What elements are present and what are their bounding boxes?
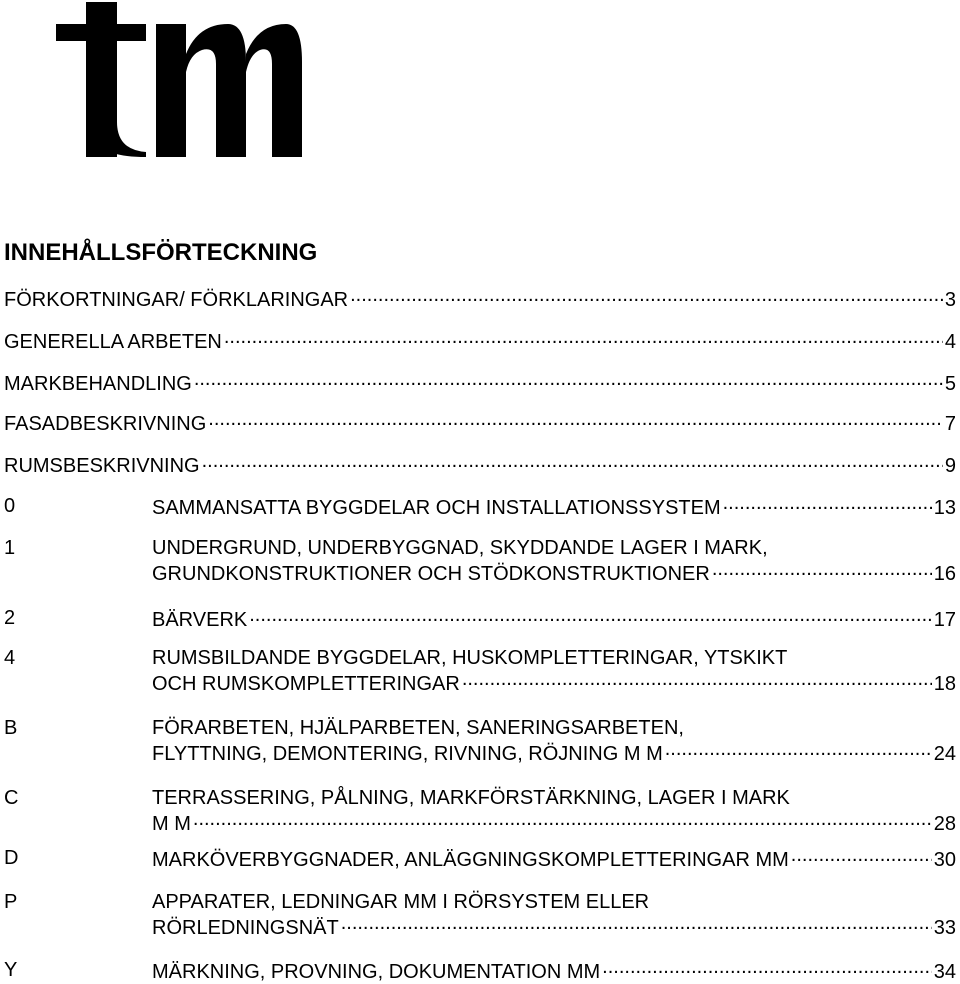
toc-entry-title: FASADBESKRIVNING (4, 413, 207, 435)
toc-entry-page: 3 (944, 289, 956, 311)
toc-title: INNEHÅLLSFÖRTECKNING (4, 239, 318, 266)
toc-entry-body (152, 494, 956, 518)
dot-leader (224, 328, 943, 348)
toc-entry-title: FLYTTNING, DEMONTERING, RIVNING, RÖJNING M M (152, 743, 663, 765)
toc-entry-line (152, 890, 956, 914)
toc-entry-number: Y (4, 959, 18, 981)
dot-leader (208, 410, 943, 430)
toc-entry-line (152, 560, 956, 584)
toc-entry-title: MARKÖVERBYGGNADER, ANLÄGGNINGSKOMPLETTERINGAR MM (152, 849, 789, 871)
toc-entry-body (152, 716, 956, 764)
toc-entry-body (4, 286, 956, 310)
toc-entry-title: MARKBEHANDLING (4, 373, 192, 395)
dot-leader (341, 914, 932, 934)
toc-entry-number: 0 (4, 495, 16, 517)
toc-entry-page: 30 (933, 849, 956, 871)
toc-entry-title: M M (152, 813, 191, 835)
toc-entry-number: C (4, 787, 19, 809)
toc-entry-line (152, 670, 956, 694)
toc-entry-title: FÖRKORTNINGAR/ FÖRKLARINGAR (4, 289, 349, 311)
toc-entry-page: 7 (944, 413, 956, 435)
toc-entry-page: 24 (933, 743, 956, 765)
toc-entry-body (152, 536, 956, 584)
toc-entry-line (152, 606, 956, 630)
dot-leader (712, 560, 932, 580)
toc-entry-page: 33 (933, 917, 956, 939)
toc-entry-line (152, 716, 956, 740)
dot-leader (193, 810, 932, 830)
dot-leader (249, 606, 932, 626)
toc-entry-number: 4 (4, 647, 16, 669)
toc-entry-title: RÖRLEDNINGSNÄT (152, 917, 339, 939)
toc-entry-line (152, 536, 956, 560)
toc-entry-line (4, 410, 956, 434)
dot-leader (665, 740, 932, 760)
toc-entry-page: 18 (933, 673, 956, 695)
dot-leader (462, 670, 932, 690)
toc-entry-line (152, 958, 956, 982)
toc-entry-page: 9 (944, 455, 956, 477)
toc-entry-title: TERRASSERING, PÅLNING, MARKFÖRSTÄRKNING, LAGER I MARK (152, 787, 790, 809)
toc-entry-body (152, 846, 956, 870)
toc-entry-page: 28 (933, 813, 956, 835)
toc-entry-page: 17 (933, 609, 956, 631)
toc-entry-line (4, 452, 956, 476)
toc-entry-title: RUMSBILDANDE BYGGDELAR, HUSKOMPLETTERINGAR, YTSKIKT (152, 647, 788, 669)
dot-leader (350, 286, 943, 306)
toc-entry-title: GRUNDKONSTRUKTIONER OCH STÖDKONSTRUKTIONER (152, 563, 710, 585)
toc-entry-title: RUMSBESKRIVNING (4, 455, 200, 477)
toc-entry-line (4, 328, 956, 352)
toc-entry-line (152, 846, 956, 870)
toc-entry-line (152, 914, 956, 938)
toc-entry-line (152, 646, 956, 670)
toc-entry-page: 34 (933, 961, 956, 983)
toc-entry-body (152, 958, 956, 982)
dot-leader (791, 846, 932, 866)
toc-entry-body (4, 370, 956, 394)
toc-entry-line (4, 370, 956, 394)
toc-entry-title: BÄRVERK (152, 609, 248, 631)
toc-entry-number: P (4, 891, 18, 913)
toc-entry-body (4, 410, 956, 434)
toc-entry-title: OCH RUMSKOMPLETTERINGAR (152, 673, 460, 695)
dot-leader (202, 452, 943, 472)
toc-entry-page: 13 (933, 497, 956, 519)
toc-entry-body (4, 452, 956, 476)
dot-leader (723, 494, 932, 514)
toc-entry-number: B (4, 717, 18, 739)
toc-entry-body (152, 606, 956, 630)
toc-entry-body (152, 646, 956, 694)
toc-entry-title: GENERELLA ARBETEN (4, 331, 222, 353)
toc-entry-body (152, 786, 956, 834)
toc-entry-page: 5 (944, 373, 956, 395)
toc-entry-number: 2 (4, 607, 16, 629)
toc-entry-line (152, 740, 956, 764)
toc-entry-page: 4 (944, 331, 956, 353)
dot-leader (602, 958, 932, 978)
toc-entry-number: 1 (4, 537, 16, 559)
toc-entry-line (4, 286, 956, 310)
toc-entry-title: UNDERGRUND, UNDERBYGGNAD, SKYDDANDE LAGER I MARK, (152, 537, 768, 559)
toc-entry-line (152, 786, 956, 810)
toc-entry-number: D (4, 847, 19, 869)
toc-entry-title: FÖRARBETEN, HJÄLPARBETEN, SANERINGSARBETEN, (152, 717, 684, 739)
toc-entry-line (152, 494, 956, 518)
toc-entry-body (152, 890, 956, 938)
dot-leader (194, 370, 943, 390)
toc-entry-body (4, 328, 956, 352)
toc-entry-title: APPARATER, LEDNINGAR MM I RÖRSYSTEM ELLER (152, 891, 650, 913)
toc-entry-title: SAMMANSATTA BYGGDELAR OCH INSTALLATIONSSYSTEM (152, 497, 721, 519)
toc-entry-line (152, 810, 956, 834)
toc-entry-page: 16 (933, 563, 956, 585)
toc-entry-title: MÄRKNING, PROVNING, DOKUMENTATION MM (152, 961, 601, 983)
